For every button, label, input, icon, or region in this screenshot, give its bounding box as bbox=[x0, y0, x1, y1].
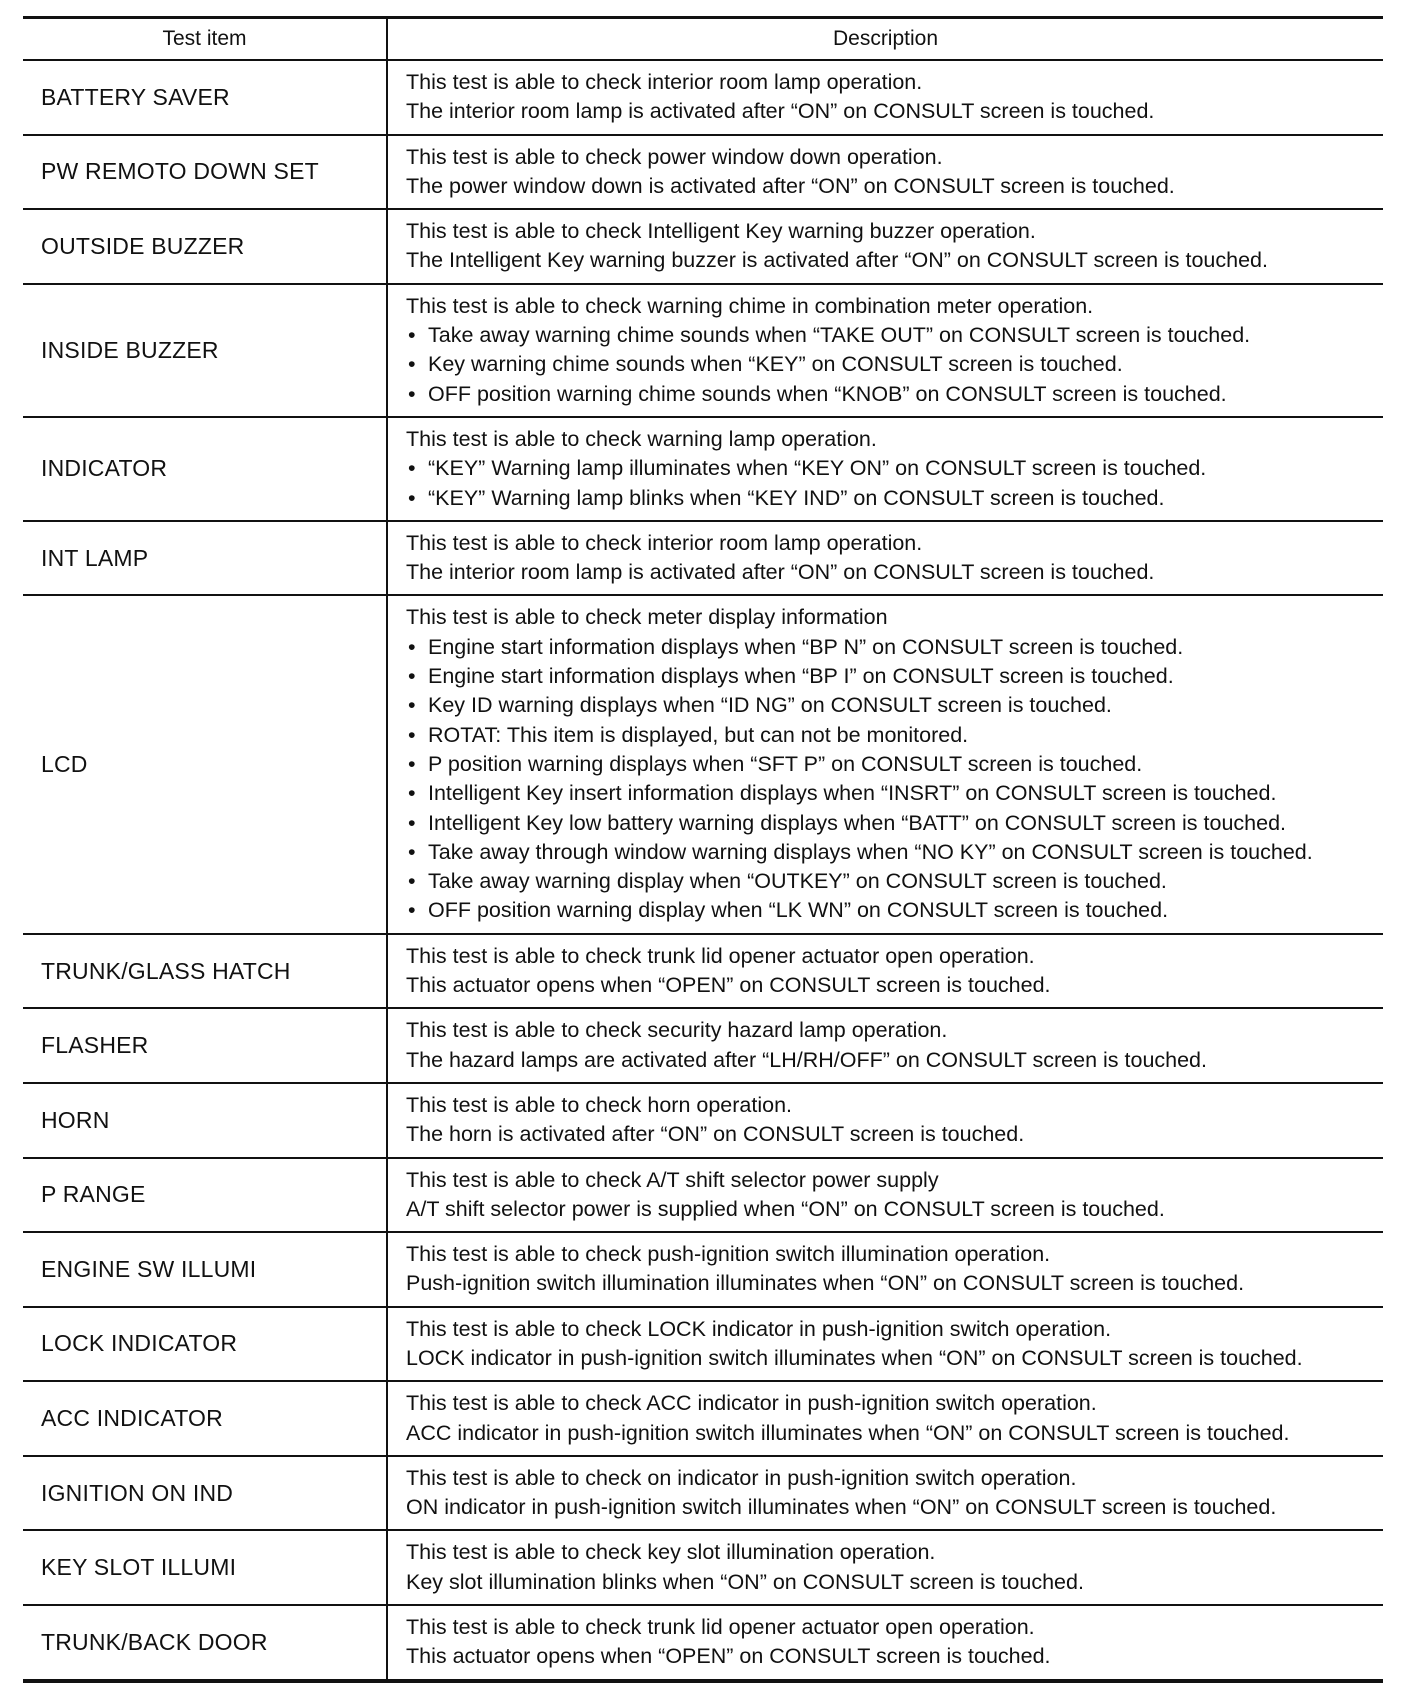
description-line: This actuator opens when “OPEN” on CONSULT screen is touched. bbox=[406, 1644, 1051, 1669]
description-line: This test is able to check warning lamp operation. bbox=[406, 426, 877, 451]
test-item-cell: IGNITION ON IND bbox=[23, 1456, 387, 1531]
description-cell bbox=[387, 1232, 1383, 1307]
description-line: This test is able to check security hazard lamp operation. bbox=[406, 1018, 948, 1043]
description-line: A/T shift selector power is supplied when “ON” on CONSULT screen is touched. bbox=[406, 1196, 1165, 1221]
header-test-item: Test item bbox=[23, 18, 387, 61]
description-cell bbox=[387, 1381, 1383, 1456]
test-item-cell: LOCK INDICATOR bbox=[23, 1307, 387, 1382]
test-item-table bbox=[23, 16, 1383, 1683]
test-item-cell: P RANGE bbox=[23, 1158, 387, 1233]
test-item-cell: ENGINE SW ILLUMI bbox=[23, 1232, 387, 1307]
description-line: The horn is activated after “ON” on CONSULT screen is touched. bbox=[406, 1122, 1025, 1147]
description-line: The hazard lamps are activated after “LH/RH/OFF” on CONSULT screen is touched. bbox=[406, 1047, 1207, 1072]
table-row bbox=[23, 60, 1383, 135]
table-row bbox=[23, 1083, 1383, 1158]
table-row bbox=[23, 135, 1383, 210]
table-row bbox=[23, 1605, 1383, 1681]
description-cell bbox=[387, 1158, 1383, 1233]
description-line: ACC indicator in push-ignition switch illuminates when “ON” on CONSULT screen is touched. bbox=[406, 1420, 1290, 1445]
description-bullet: • “KEY” Warning lamp blinks when “KEY IND” on CONSULT screen is touched. bbox=[406, 484, 1375, 513]
description-line: The power window down is activated after “ON” on CONSULT screen is touched. bbox=[406, 173, 1175, 198]
description-bullet: • Key ID warning displays when “ID NG” on CONSULT screen is touched. bbox=[406, 691, 1375, 720]
test-item-cell: HORN bbox=[23, 1083, 387, 1158]
description-cell bbox=[387, 135, 1383, 210]
description-cell bbox=[387, 1605, 1383, 1681]
table-row bbox=[23, 1307, 1383, 1382]
description-line: This test is able to check horn operation. bbox=[406, 1092, 793, 1117]
description-line: Push-ignition switch illumination illuminates when “ON” on CONSULT screen is touched. bbox=[406, 1271, 1245, 1296]
description-line: This test is able to check Intelligent Key warning buzzer operation. bbox=[406, 219, 1036, 244]
description-cell bbox=[387, 284, 1383, 417]
description-bullet: • OFF position warning display when “LK WN” on CONSULT screen is touched. bbox=[406, 896, 1375, 925]
description-bullet: • Key warning chime sounds when “KEY” on CONSULT screen is touched. bbox=[406, 350, 1375, 379]
test-item-cell: TRUNK/GLASS HATCH bbox=[23, 934, 387, 1009]
description-line: The interior room lamp is activated after “ON” on CONSULT screen is touched. bbox=[406, 99, 1155, 124]
description-line: This actuator opens when “OPEN” on CONSULT screen is touched. bbox=[406, 973, 1051, 998]
description-bullet: • OFF position warning chime sounds when “KNOB” on CONSULT screen is touched. bbox=[406, 380, 1375, 409]
test-item-cell: INDICATOR bbox=[23, 417, 387, 521]
description-line: This test is able to check key slot illumination operation. bbox=[406, 1540, 936, 1565]
table-row bbox=[23, 1232, 1383, 1307]
table-row bbox=[23, 521, 1383, 596]
description-line: ON indicator in push-ignition switch illuminates when “ON” on CONSULT screen is touched. bbox=[406, 1495, 1277, 1520]
table-row bbox=[23, 417, 1383, 521]
description-line: This test is able to check interior room lamp operation. bbox=[406, 70, 923, 94]
description-cell bbox=[387, 209, 1383, 284]
test-item-cell: PW REMOTO DOWN SET bbox=[23, 135, 387, 210]
description-line: This test is able to check push-ignition switch illumination operation. bbox=[406, 1242, 1051, 1267]
description-line: This test is able to check on indicator in push-ignition switch operation. bbox=[406, 1465, 1077, 1490]
table-row bbox=[23, 209, 1383, 284]
table-row bbox=[23, 1008, 1383, 1083]
table-row bbox=[23, 1530, 1383, 1605]
table-header-row bbox=[23, 18, 1383, 61]
description-line: This test is able to check LOCK indicator in push-ignition switch operation. bbox=[406, 1316, 1112, 1341]
description-line: This test is able to check interior room lamp operation. bbox=[406, 530, 923, 555]
table-row bbox=[23, 1381, 1383, 1456]
description-line: This test is able to check trunk lid opener actuator open operation. bbox=[406, 943, 1035, 968]
description-cell bbox=[387, 1307, 1383, 1382]
test-item-cell: LCD bbox=[23, 595, 387, 933]
table-row bbox=[23, 284, 1383, 417]
table-row bbox=[23, 595, 1383, 933]
description-line: This test is able to check ACC indicator in push-ignition switch operation. bbox=[406, 1391, 1097, 1416]
description-cell bbox=[387, 1083, 1383, 1158]
description-cell bbox=[387, 521, 1383, 596]
test-item-cell: INT LAMP bbox=[23, 521, 387, 596]
test-item-cell: KEY SLOT ILLUMI bbox=[23, 1530, 387, 1605]
description-cell bbox=[387, 595, 1383, 933]
description-cell bbox=[387, 1008, 1383, 1083]
table-body bbox=[23, 60, 1383, 1681]
description-cell bbox=[387, 934, 1383, 1009]
description-line: Key slot illumination blinks when “ON” on CONSULT screen is touched. bbox=[406, 1569, 1084, 1594]
description-bullet: • Take away through window warning displays when “NO KY” on CONSULT screen is touched. bbox=[406, 838, 1375, 867]
description-cell bbox=[387, 1456, 1383, 1531]
description-bullet: • Engine start information displays when “BP I” on CONSULT screen is touched. bbox=[406, 662, 1375, 691]
description-bullet: • Take away warning chime sounds when “TAKE OUT” on CONSULT screen is touched. bbox=[406, 321, 1375, 350]
description-bullet: • P position warning displays when “SFT P” on CONSULT screen is touched. bbox=[406, 750, 1375, 779]
description-line: This test is able to check warning chime in combination meter operation. bbox=[406, 293, 1094, 318]
test-item-cell: OUTSIDE BUZZER bbox=[23, 209, 387, 284]
description-bullet: • Engine start information displays when “BP N” on CONSULT screen is touched. bbox=[406, 633, 1375, 662]
description-line: The interior room lamp is activated after “ON” on CONSULT screen is touched. bbox=[406, 560, 1155, 585]
header-description: Description bbox=[387, 18, 1383, 61]
table-row bbox=[23, 1158, 1383, 1233]
description-line: This test is able to check power window down operation. bbox=[406, 144, 943, 169]
description-cell bbox=[387, 60, 1383, 135]
description-bullet: • ROTAT: This item is displayed, but can not be monitored. bbox=[406, 721, 1375, 750]
description-line: The Intelligent Key warning buzzer is activated after “ON” on CONSULT screen is touched. bbox=[406, 248, 1268, 273]
description-line: This test is able to check A/T shift selector power supply bbox=[406, 1167, 939, 1192]
description-bullet: • Intelligent Key low battery warning displays when “BATT” on CONSULT screen is touched. bbox=[406, 809, 1375, 838]
test-item-cell: FLASHER bbox=[23, 1008, 387, 1083]
description-line: LOCK indicator in push-ignition switch illuminates when “ON” on CONSULT screen is touched. bbox=[406, 1345, 1303, 1370]
description-bullet: • “KEY” Warning lamp illuminates when “KEY ON” on CONSULT screen is touched. bbox=[406, 454, 1375, 483]
description-cell bbox=[387, 417, 1383, 521]
description-bullet: • Intelligent Key insert information displays when “INSRT” on CONSULT screen is touched. bbox=[406, 779, 1375, 808]
test-item-cell: BATTERY SAVER bbox=[23, 60, 387, 135]
description-line: This test is able to check meter display information bbox=[406, 605, 888, 630]
description-line: This test is able to check trunk lid opener actuator open operation. bbox=[406, 1615, 1035, 1640]
test-item-cell: TRUNK/BACK DOOR bbox=[23, 1605, 387, 1681]
description-cell bbox=[387, 1530, 1383, 1605]
table-row bbox=[23, 934, 1383, 1009]
test-item-cell: ACC INDICATOR bbox=[23, 1381, 387, 1456]
test-item-cell: INSIDE BUZZER bbox=[23, 284, 387, 417]
description-bullet: • Take away warning display when “OUTKEY” on CONSULT screen is touched. bbox=[406, 867, 1375, 896]
table-row bbox=[23, 1456, 1383, 1531]
